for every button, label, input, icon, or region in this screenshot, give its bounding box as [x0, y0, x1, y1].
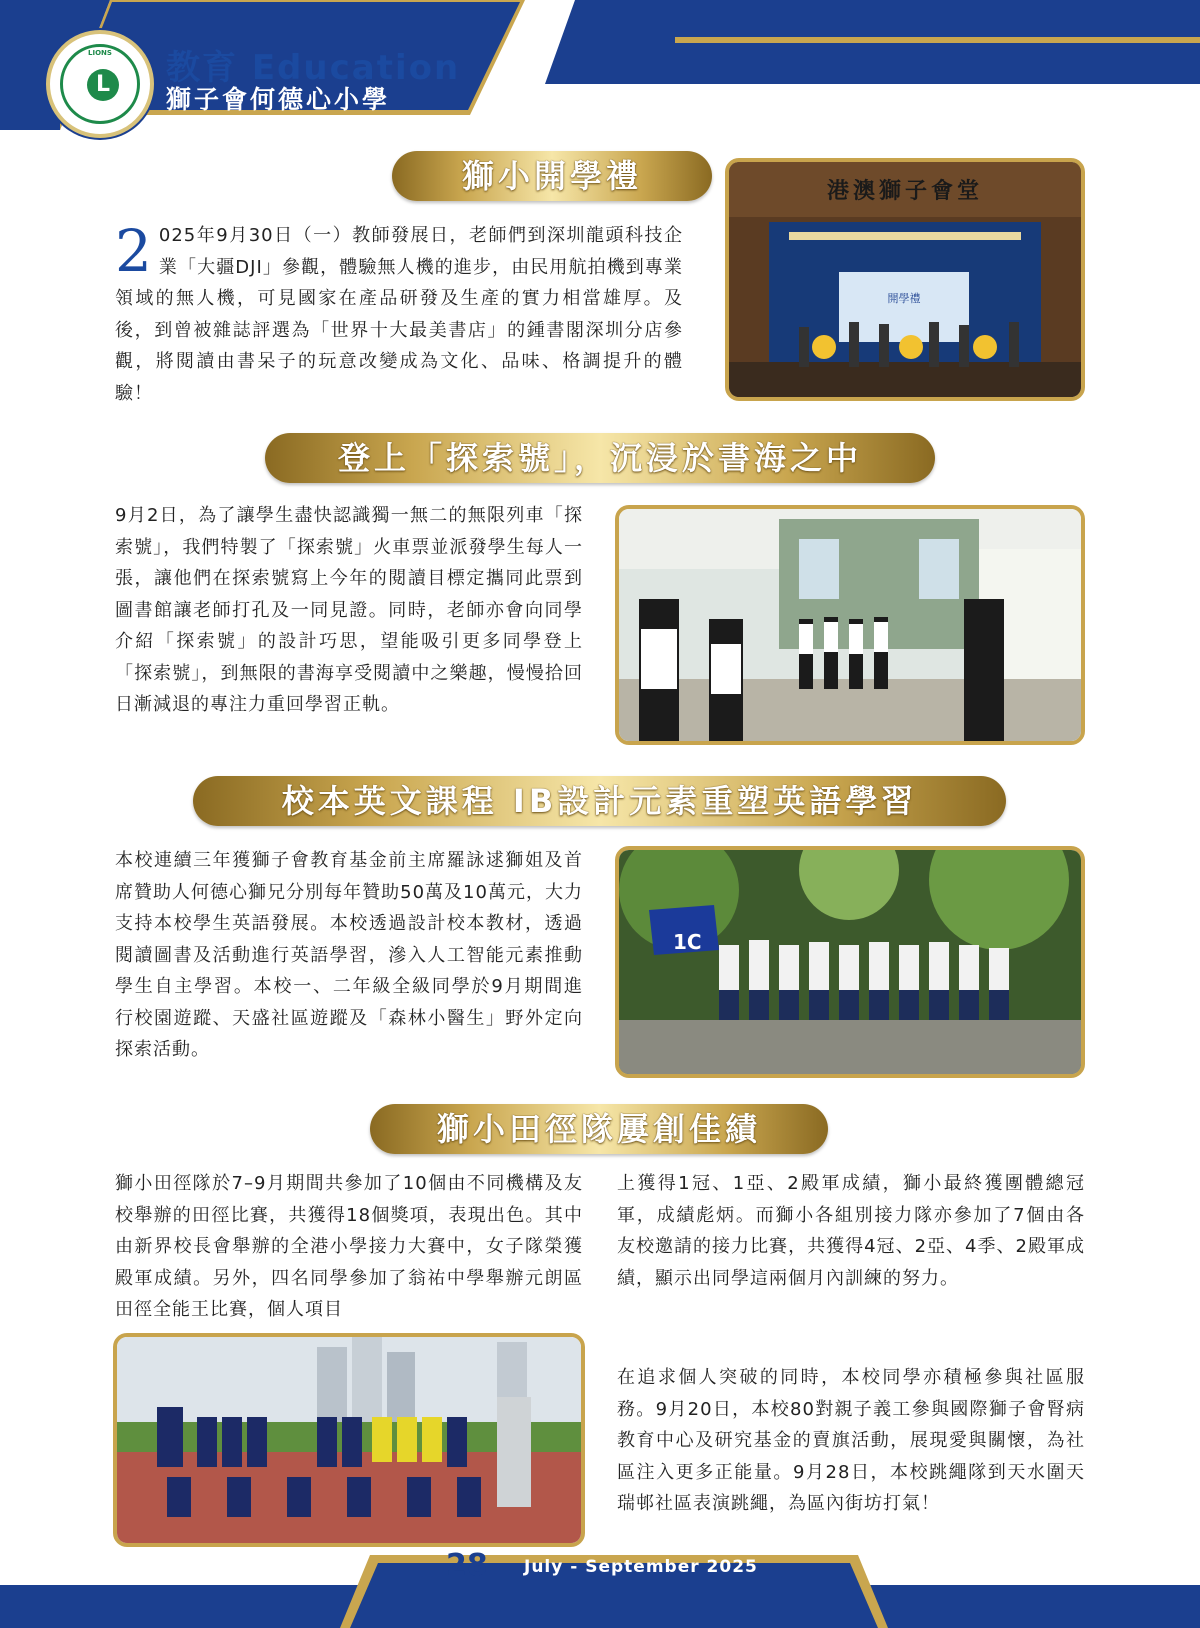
article-text-right-2: 在追求個人突破的同時，本校同學亦積極參與社區服務。9月20日，本校80對親子義工參與國際獅子會腎病教育中心及研究基金的賣旗活動，展現愛與關懷，為社區注入更多正能量。9月28日，本校跳繩隊到天水圍天瑞邨社區表演跳繩，為區內街坊打氣！ [617, 1367, 1085, 1514]
school-name: 獅子會何德心小學 [166, 85, 391, 114]
dropcap: 2 [115, 217, 153, 285]
photo-opening-ceremony [725, 158, 1085, 401]
page-number: 28 [446, 1548, 488, 1583]
photo-train-library [615, 505, 1085, 745]
footer-banner [0, 1535, 1200, 1628]
issue-date: July - September 2025 [524, 1557, 758, 1577]
photo-banner-text: 港澳獅子會堂 [826, 179, 983, 204]
lions-club-logo: LIONS L [46, 30, 154, 138]
section-heading: 獅小開學禮 [392, 151, 712, 201]
article-text-left: 獅小田徑隊於7–9月期間共參加了10個由不同機構及友校舉辦的田徑比賽，共獲得18個獎項，表現出色。其中由新界校長會舉辦的全港小學接力大賽中，女子隊榮獲殿軍成績。另外，四名同學參加了翁祐中學舉辦元朗區田徑全能王比賽，個人項目 [115, 1173, 583, 1320]
article-text: 2 025年9月30日（一）教師發展日，老師們到深圳龍頭科技企業「大疆DJI」參觀，體驗無人機的進步，由民用航拍機到專業領域的無人機，可見國家在產品研發及生產的實力相當雄厚。及後，到曾被雜誌評選為「世界十大最美書店」的鍾書閣深圳分店參觀，將閱讀由書呆子的玩意改變成為文化、品味、格調提升的體驗！ [115, 217, 683, 404]
photo-athletics-team [113, 1333, 585, 1547]
section-title: 教育 Education [166, 48, 461, 88]
article-text-right: 上獲得1冠、1亞、2殿軍成績，獅小最終獲團體總冠軍，成績彪炳。而獅小各組別接力隊亦參加了7個由各友校邀請的接力比賽，共獲得4冠、2亞、4季、2殿軍成績，顯示出同學這兩個月內訓練的努力。 [617, 1173, 1085, 1289]
flag-class-label: 1C [673, 930, 702, 954]
photo-forest-activity [615, 846, 1085, 1078]
section-heading: 獅小田徑隊屢創佳績 [370, 1104, 828, 1154]
article-text: 本校連續三年獲獅子會教育基金前主席羅詠逑獅姐及首席贊助人何德心獅兄分別每年贊助50萬及10萬元，大力支持本校學生英語發展。本校透過設計校本教材，透過閱讀圖書及活動進行英語學習，滲入人工智能元素推動學生自主學習。本校一、二年級全級同學於9月期間進行校園遊蹤、天盛社區遊蹤及「森林小醫生」野外定向探索活動。 [115, 850, 583, 1060]
section-heading: 校本英文課程 IB設計元素重塑英語學習 [193, 776, 1006, 826]
section-heading: 登上「探索號」，沉浸於書海之中 [265, 433, 935, 483]
article-text: 9月2日，為了讓學生盡快認識獨一無二的無限列車「探索號」，我們特製了「探索號」火車票並派發學生每人一張，讓他們在探索號寫上今年的閱讀目標定攜同此票到圖書館讓老師打孔及一同見證。同時，老師亦會向同學介紹「探索號」的設計巧思，望能吸引更多同學登上「探索號」，到無限的書海享受閱讀中之樂趣，慢慢拾回日漸減退的專注力重回學習正軌。 [115, 505, 583, 715]
photo-screen-text: 開學禮 [887, 292, 921, 305]
